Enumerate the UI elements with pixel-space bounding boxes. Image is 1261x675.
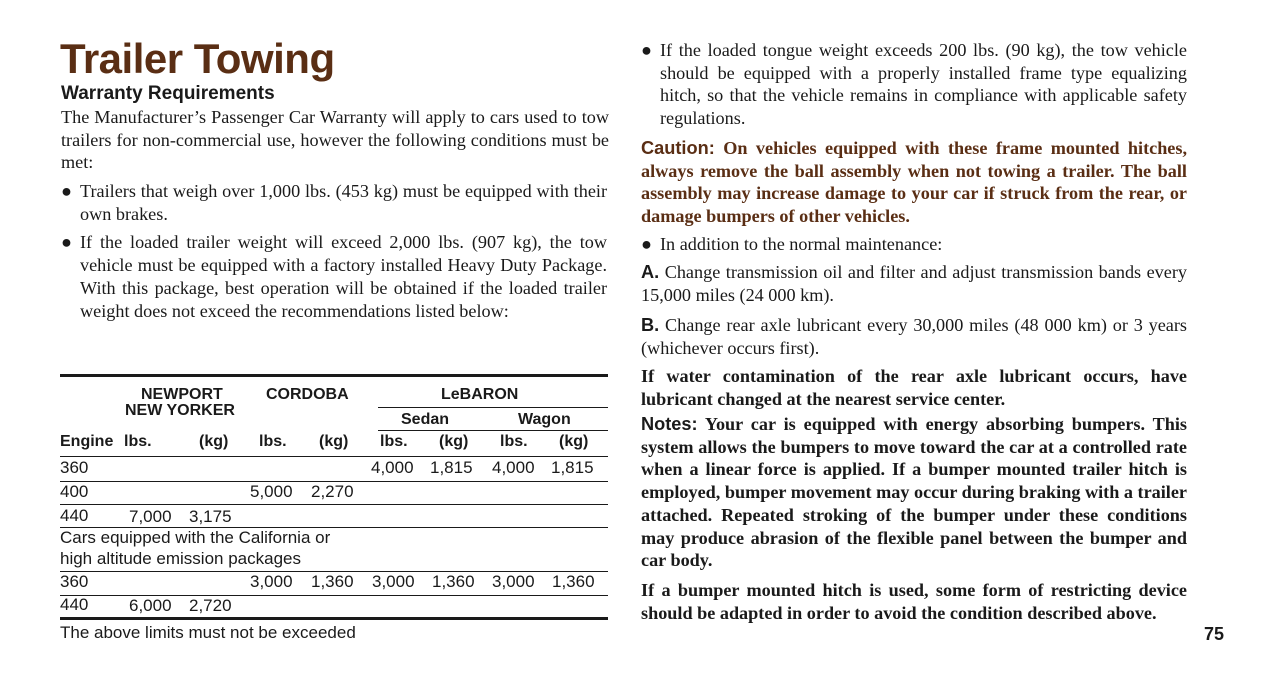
notes-label: Notes: bbox=[641, 414, 698, 434]
hitch-paragraph: If a bumper mounted hitch is used, some form of restricting device should be adapted in order to avoid the condition described above. bbox=[641, 580, 1187, 623]
table-cell: 4,000 bbox=[492, 458, 535, 477]
item-text: Change rear axle lubricant every 30,000 miles (48 000 km) or 3 years (whichever occurs first). bbox=[641, 315, 1188, 358]
table-footer: The above limits must not be exceeded bbox=[60, 623, 356, 642]
col-header: lbs. bbox=[500, 433, 528, 450]
table-cell: 3,000 bbox=[372, 572, 415, 591]
header-cordoba: CORDOBA bbox=[266, 386, 349, 403]
table-cell: 440 bbox=[60, 595, 89, 614]
col-engine: Engine bbox=[60, 433, 114, 450]
bullet-text: If the loaded trailer weight will exceed 2,000 lbs. (907 kg), the tow vehicle must be equipped with a factory installed Heavy Duty Package. With this package, best operation will be obtained if the loaded trailer weight does not exceed the recommendations listed below: bbox=[80, 232, 607, 321]
notes-text: Your car is equipped with energy absorbing bumpers. This system allows the bumpers to move toward the car at a controlled rate when a linear force is applied. If a bumper mounted trailer hitch is employed, bumper movement may occur during braking with a trailer attached. Repeated stroking of the bumper under these conditions may produce abrasion of the flexible panel between the bumper and car body. bbox=[641, 414, 1187, 571]
table-rule bbox=[60, 374, 608, 377]
table-cell: 4,000 bbox=[371, 458, 414, 477]
col-header: (kg) bbox=[199, 433, 229, 450]
header-newport: NEWPORT bbox=[141, 386, 223, 403]
bullet-text: Trailers that weigh over 1,000 lbs. (453 kg) must be equipped with their own brakes. bbox=[80, 181, 607, 224]
page-number: 75 bbox=[1204, 624, 1225, 644]
table-section-note: Cars equipped with the California or bbox=[60, 528, 331, 547]
section-heading: Warranty Requirements bbox=[61, 83, 275, 104]
header-new-yorker: NEW YORKER bbox=[125, 402, 235, 419]
maintenance-item-a bbox=[641, 261, 1187, 306]
header-sedan: Sedan bbox=[401, 411, 450, 428]
table-rule bbox=[378, 407, 608, 408]
table-cell: 1,815 bbox=[430, 458, 473, 477]
notes-paragraph bbox=[641, 413, 1187, 572]
table-section-note: high altitude emission packages bbox=[60, 549, 301, 568]
table-rule bbox=[60, 456, 608, 457]
table-cell: 360 bbox=[60, 572, 89, 591]
bullet-icon: ● bbox=[641, 40, 652, 60]
bullet-item bbox=[641, 39, 1187, 130]
bullet-item bbox=[61, 231, 607, 323]
col-header: lbs. bbox=[380, 433, 408, 450]
table-cell: 400 bbox=[60, 482, 89, 501]
caution-paragraph bbox=[641, 137, 1187, 228]
col-header: (kg) bbox=[439, 433, 469, 450]
table-cell: 3,000 bbox=[492, 572, 535, 591]
col-header: (kg) bbox=[559, 433, 589, 450]
bullet-text: In addition to the normal maintenance: bbox=[660, 234, 943, 254]
item-label: A. bbox=[641, 262, 660, 282]
maintenance-item-b bbox=[641, 314, 1187, 359]
col-header: (kg) bbox=[319, 433, 349, 450]
table-cell: 6,000 bbox=[129, 596, 172, 615]
caution-label: Caution: bbox=[641, 138, 715, 158]
page-title: Trailer Towing bbox=[60, 35, 335, 82]
col-header: lbs. bbox=[259, 433, 287, 450]
table-cell: 3,000 bbox=[250, 572, 293, 591]
table-cell: 440 bbox=[60, 506, 89, 525]
table-rule bbox=[378, 430, 608, 431]
header-lebaron: LeBARON bbox=[441, 386, 519, 403]
table-cell: 2,270 bbox=[311, 482, 354, 501]
table-cell: 1,360 bbox=[311, 572, 354, 591]
table-cell: 3,175 bbox=[189, 507, 232, 526]
bullet-item bbox=[641, 233, 1187, 256]
caution-text: On vehicles equipped with these frame mounted hitches, always remove the ball assembly when not towing a trailer. The ball assembly may increase damage to your car if struck from the rear, or damage bumpers of other vehicles. bbox=[641, 138, 1188, 227]
water-contamination-paragraph: If water contamination of the rear axle lubricant occurs, have lubricant changed at the nearest service center. bbox=[641, 366, 1187, 409]
bullet-text: If the loaded tongue weight exceeds 200 lbs. (90 kg), the tow vehicle should be equipped with a properly installed frame type equalizing hitch, so that the vehicle remains in compliance with applicable safety regulations. bbox=[660, 40, 1187, 129]
table-cell: 5,000 bbox=[250, 482, 293, 501]
table-cell: 7,000 bbox=[129, 507, 172, 526]
bullet-item bbox=[61, 180, 607, 226]
intro-paragraph: The Manufacturer’s Passenger Car Warranty will apply to cars used to tow trailers for non-commercial use, however the following conditions must be met: bbox=[61, 107, 609, 173]
table-rule bbox=[60, 617, 608, 620]
bullet-icon: ● bbox=[61, 232, 72, 252]
table-rule bbox=[60, 504, 608, 505]
table-cell: 360 bbox=[60, 458, 89, 477]
item-text: Change transmission oil and filter and adjust transmission bands every 15,000 miles (24 000 km). bbox=[641, 262, 1188, 305]
table-cell: 2,720 bbox=[189, 596, 232, 615]
header-wagon: Wagon bbox=[518, 411, 571, 428]
col-header: lbs. bbox=[124, 433, 152, 450]
bullet-icon: ● bbox=[641, 234, 652, 254]
table-cell: 1,815 bbox=[551, 458, 594, 477]
table-cell: 1,360 bbox=[432, 572, 475, 591]
table-cell: 1,360 bbox=[552, 572, 595, 591]
item-label: B. bbox=[641, 315, 660, 335]
bullet-icon: ● bbox=[61, 181, 72, 201]
